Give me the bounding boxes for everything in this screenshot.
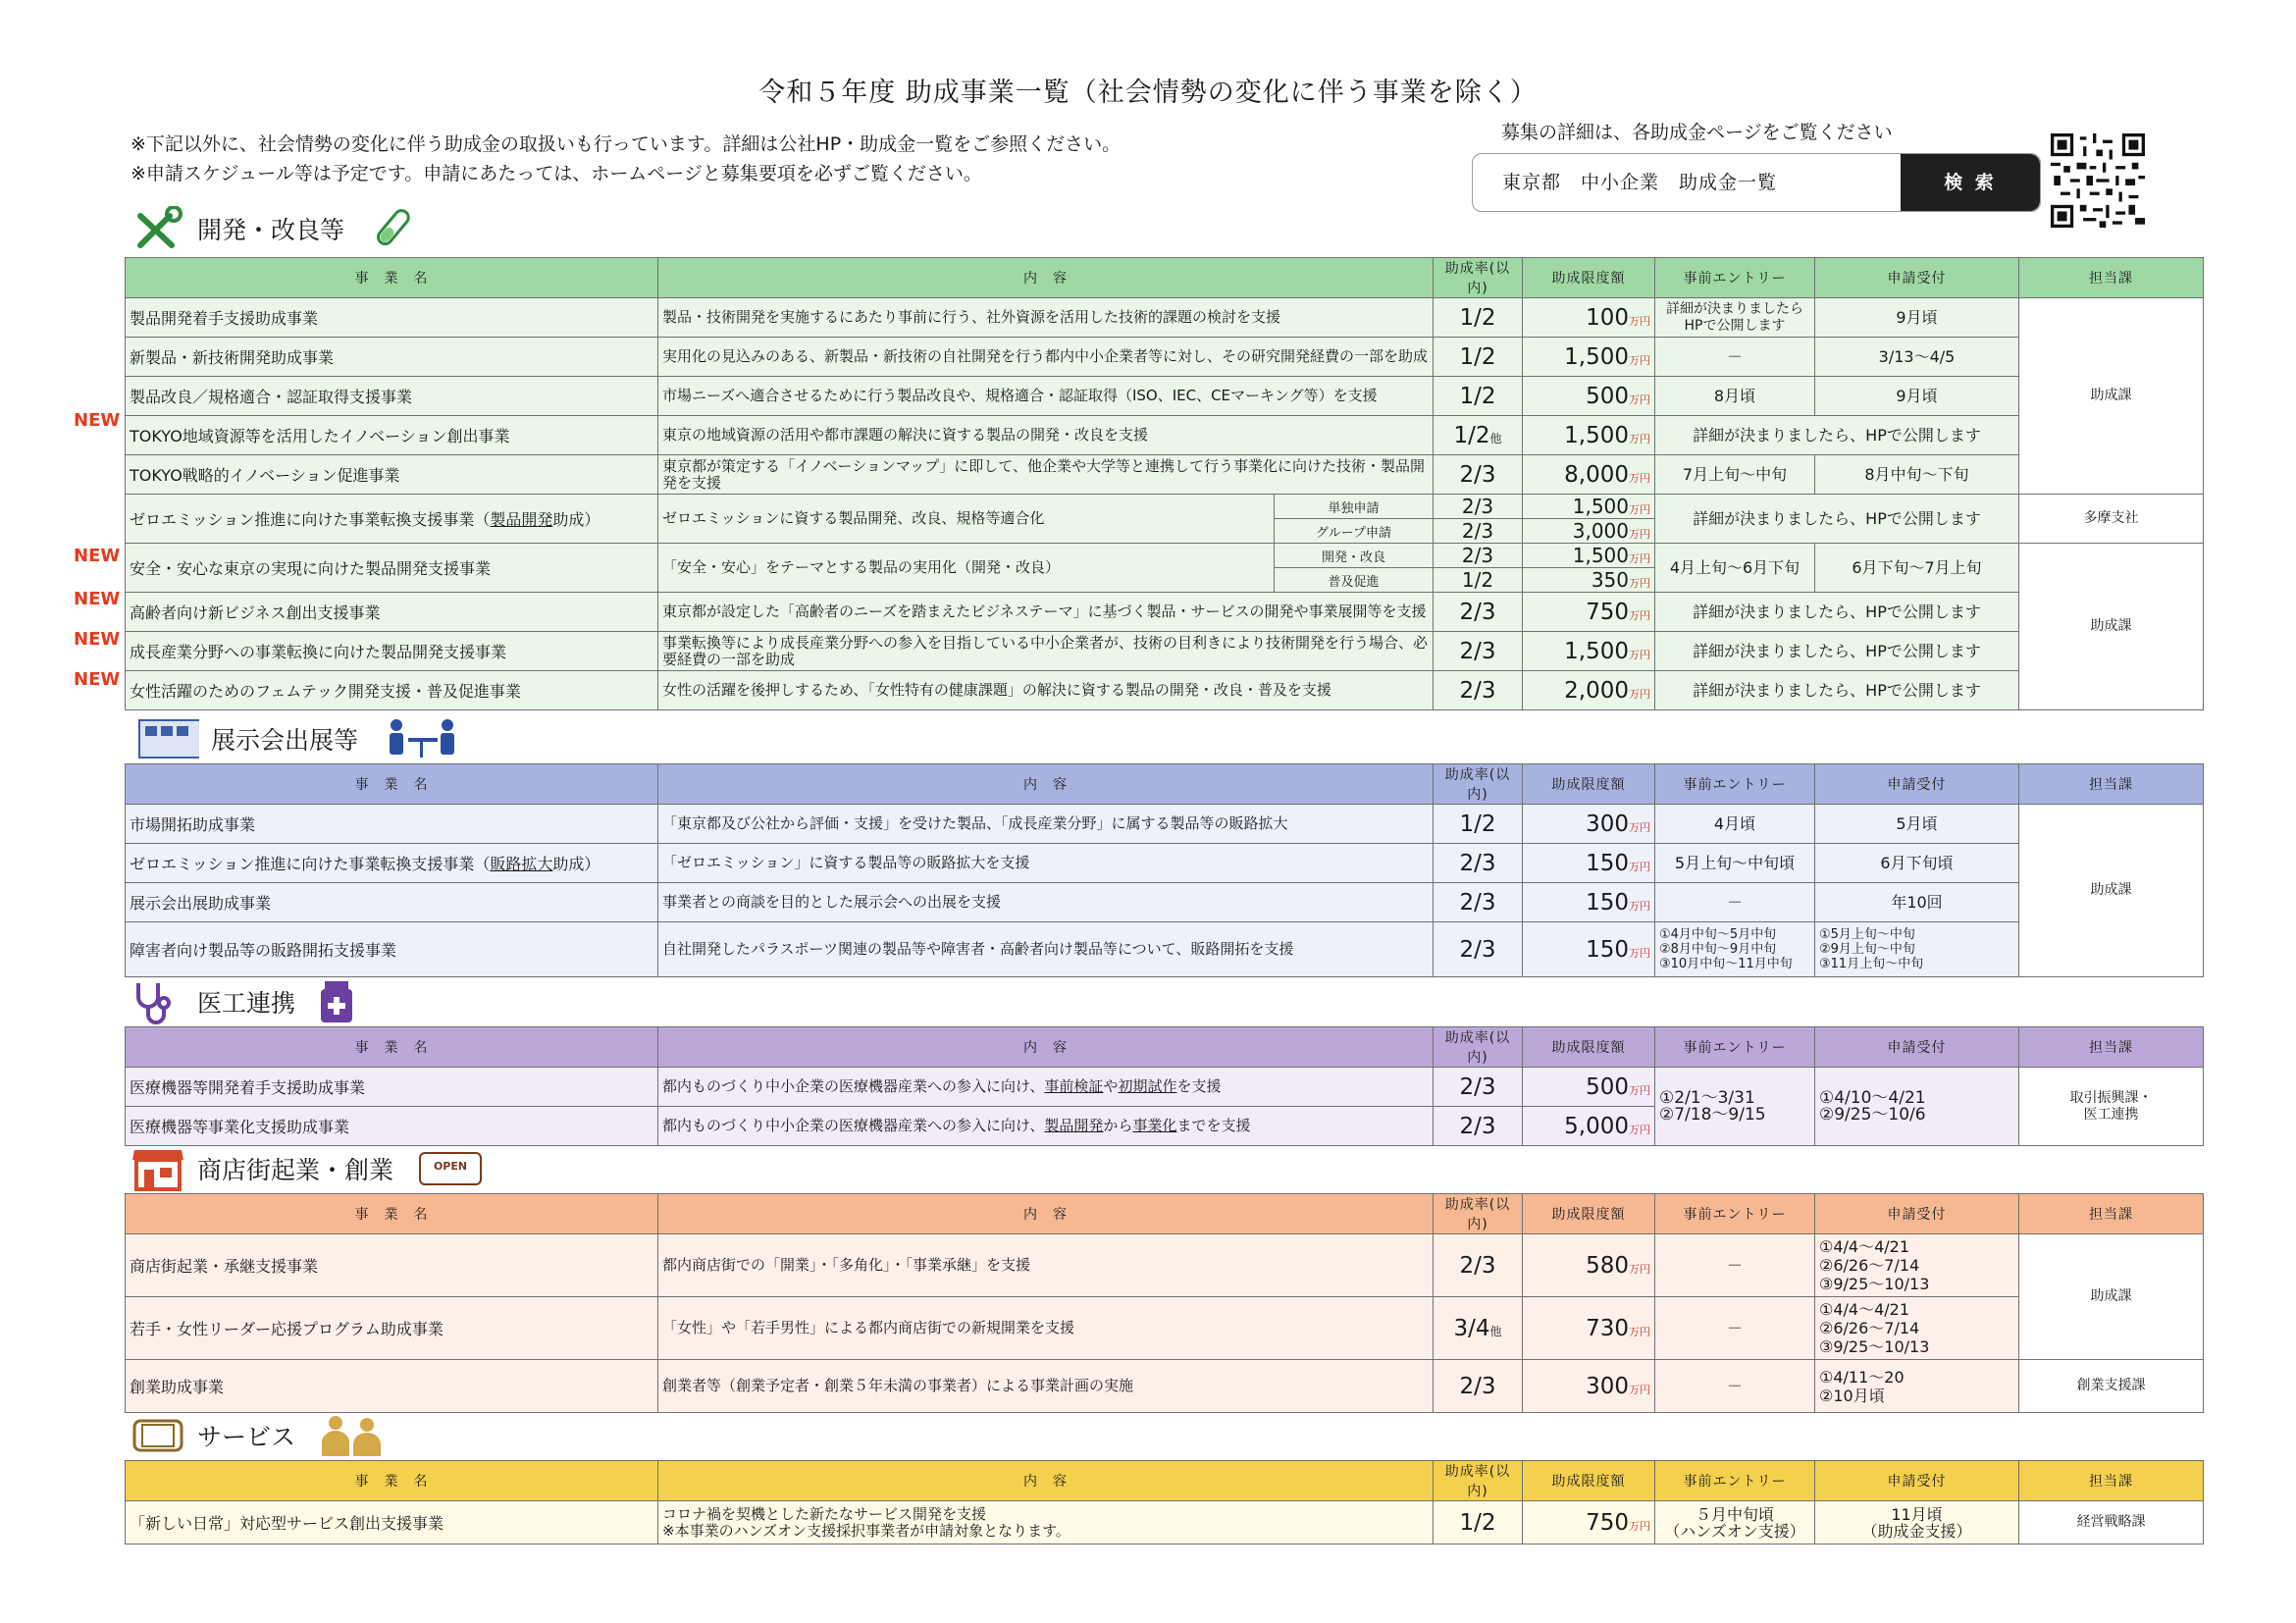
subsidy-rate: 2/3 xyxy=(1434,844,1523,883)
search-caption: 募集の詳細は、各助成金ページをご覧ください xyxy=(1501,122,1893,143)
pre-entry: － xyxy=(1655,1297,1815,1360)
section-title: 商店街起業・創業 xyxy=(197,1156,394,1184)
new-badge: NEW xyxy=(74,410,121,431)
program-name: 高齢者向け新ビジネス創出支援事業 xyxy=(126,593,658,632)
header-limit: 助成限度額 xyxy=(1523,1461,1655,1501)
header-dept: 担当課 xyxy=(2019,1027,2204,1068)
exhibition-booth-icon xyxy=(130,716,199,761)
table-row xyxy=(126,377,2204,416)
program-content: コロナ禍を契機とした新たなサービス開発を支援 ※本事業のハンズオン支援採択事業者が申請対象となります。 xyxy=(658,1501,1434,1544)
program-name: 障害者向け製品等の販路開拓支援事業 xyxy=(126,922,658,977)
subsidy-rate: 1/2 xyxy=(1434,298,1523,338)
tools-icon xyxy=(130,206,185,251)
header-rate: 助成率(以内) xyxy=(1434,258,1523,298)
header-entry: 事前エントリー xyxy=(1655,1461,1815,1501)
schedule-note: 詳細が決まりましたら、HPで公開します xyxy=(1655,416,2019,455)
pre-entry: ①2/1～3/31 ②7/18～9/15 xyxy=(1655,1068,1815,1146)
header-content: 内 容 xyxy=(658,1027,1434,1068)
table-row xyxy=(126,338,2204,377)
subsidy-limit: 150万円 xyxy=(1523,922,1655,977)
program-content: 製品・技術開発を実施するにあたり事前に行う、社外資源を活用した技術的課題の検討を支援 xyxy=(658,298,1434,338)
schedule-note: 詳細が決まりましたら、HPで公開します xyxy=(1655,671,2019,710)
subsidy-limit: 2,000万円 xyxy=(1523,671,1655,710)
table-row xyxy=(126,298,2204,338)
pre-entry: － xyxy=(1655,883,1815,922)
program-content: 実用化の見込みのある、新製品・新技術の自社開発を行う都内中小企業者等に対し、その研究開発経費の一部を助成 xyxy=(658,338,1434,377)
meeting-icon xyxy=(380,716,464,761)
subsidy-rate: 2/3 xyxy=(1434,883,1523,922)
program-content: 東京都が設定した「高齢者のニーズを踏まえたビジネステーマ」に基づく製品・サービスの開発や事業展開等を支援 xyxy=(658,593,1434,632)
table-row xyxy=(126,883,2204,922)
search-box[interactable] xyxy=(1472,153,2041,212)
subsidy-rate: 2/3 xyxy=(1434,593,1523,632)
schedule-note: 詳細が決まりましたら、HPで公開します xyxy=(1655,632,2019,671)
header-content: 内 容 xyxy=(658,1194,1434,1234)
table-row xyxy=(126,416,2204,455)
pre-entry: 詳細が決まりましたら HPで公開します xyxy=(1655,298,1815,338)
sub-category: 開発・改良 xyxy=(1275,544,1434,568)
subsidy-limit: 1,500万円 xyxy=(1523,632,1655,671)
header-apply: 申請受付 xyxy=(1815,1027,2019,1068)
program-name: ゼロエミッション推進に向けた事業転換支援事業（販路拡大助成） xyxy=(126,844,658,883)
table-row xyxy=(126,632,2204,671)
pre-entry: 7月上旬～中旬 xyxy=(1655,455,1815,495)
subsidy-rate: 2/3 xyxy=(1434,1068,1523,1107)
pre-entry: － xyxy=(1655,1360,1815,1413)
department: 助成課 xyxy=(2019,805,2204,977)
program-content: 女性の活躍を後押しするため、「女性特有の健康課題」の解決に資する製品の開発・改良・普及を支援 xyxy=(658,671,1434,710)
table-development xyxy=(125,257,2204,710)
program-content: 「東京都及び公社から評価・支援」を受けた製品、「成長産業分野」に属する製品等の販路拡大 xyxy=(658,805,1434,844)
program-name: 医療機器等開発着手支援助成事業 xyxy=(126,1068,658,1107)
subsidy-rate: 1/2 xyxy=(1434,338,1523,377)
subsidy-rate: 2/3 xyxy=(1434,632,1523,671)
program-name: ゼロエミッション推進に向けた事業転換支援事業（製品開発助成） xyxy=(126,495,658,544)
subsidy-limit: 100万円 xyxy=(1523,298,1655,338)
new-badge: NEW xyxy=(74,589,121,609)
sub-category: 単独申請 xyxy=(1275,495,1434,519)
subsidy-limit: 1,500万円 xyxy=(1523,495,1655,519)
header-rate: 助成率(以内) xyxy=(1434,1461,1523,1501)
table-shopping-street xyxy=(125,1193,2204,1413)
subsidy-rate: 2/3 xyxy=(1434,1107,1523,1146)
header-rate: 助成率(以内) xyxy=(1434,764,1523,805)
department: 助成課 xyxy=(2019,544,2204,710)
table-row xyxy=(126,455,2204,495)
department: 経営戦略課 xyxy=(2019,1501,2204,1544)
header-limit: 助成限度額 xyxy=(1523,1027,1655,1068)
subsidy-limit: 3,000万円 xyxy=(1523,519,1655,544)
program-content: 事業者との商談を目的とした展示会への出展を支援 xyxy=(658,883,1434,922)
application-period: 6月下旬～7月上旬 xyxy=(1815,544,2019,593)
table-row xyxy=(126,1297,2204,1360)
application-period: 3/13～4/5 xyxy=(1815,338,2019,377)
application-period: 9月頃 xyxy=(1815,377,2019,416)
pre-entry: 4月上旬～6月下旬 xyxy=(1655,544,1815,593)
pre-entry: ①4月中旬～5月中旬 ②8月中旬～9月中旬 ③10月中旬～11月中旬 xyxy=(1655,922,1815,977)
header-content: 内 容 xyxy=(658,258,1434,298)
test-tube-icon xyxy=(366,206,421,251)
table-row xyxy=(126,544,2204,568)
application-period: ①4/4～4/21 ②6/26～7/14 ③9/25～10/13 xyxy=(1815,1297,2019,1360)
subsidy-rate: 2/3 xyxy=(1434,1360,1523,1413)
program-content: 都内ものづくり中小企業の医療機器産業への参入に向け、製品開発から事業化までを支援 xyxy=(658,1107,1434,1146)
medicine-bottle-icon xyxy=(317,979,356,1024)
table-row xyxy=(126,495,2204,519)
program-content: 「女性」や「若手男性」による都内商店街での新規開業を支援 xyxy=(658,1297,1434,1360)
pre-entry: 4月頃 xyxy=(1655,805,1815,844)
section-heading-medical xyxy=(130,979,368,1024)
pre-entry: 8月頃 xyxy=(1655,377,1815,416)
stethoscope-icon xyxy=(130,979,185,1024)
header-entry: 事前エントリー xyxy=(1655,1027,1815,1068)
program-name: 成長産業分野への事業転換に向けた製品開発支援事業 xyxy=(126,632,658,671)
schedule-note: 詳細が決まりましたら、HPで公開します xyxy=(1655,593,2019,632)
header-rate: 助成率(以内) xyxy=(1434,1027,1523,1068)
section-title: サービス xyxy=(197,1423,296,1451)
subsidy-limit: 500万円 xyxy=(1523,377,1655,416)
program-name: 展示会出展助成事業 xyxy=(126,883,658,922)
application-period: 6月下旬頃 xyxy=(1815,844,2019,883)
application-period: 11月頃 （助成金支援） xyxy=(1815,1501,2019,1544)
program-name: TOKYO地域資源等を活用したイノベーション創出事業 xyxy=(126,416,658,455)
table-row xyxy=(126,593,2204,632)
program-name: 若手・女性リーダー応援プログラム助成事業 xyxy=(126,1297,658,1360)
section-heading-service xyxy=(130,1413,399,1458)
table-row xyxy=(126,1068,2204,1107)
subsidy-limit: 750万円 xyxy=(1523,593,1655,632)
application-period: 9月頃 xyxy=(1815,298,2019,338)
subsidy-limit: 150万円 xyxy=(1523,844,1655,883)
program-content: 東京の地域資源の活用や都市課題の解決に資する製品の開発・改良を支援 xyxy=(658,416,1434,455)
application-period: ①4/10～4/21 ②9/25～10/6 xyxy=(1815,1068,2019,1146)
subsidy-rate: 2/3 xyxy=(1434,1234,1523,1297)
subsidy-rate: 3/4他 xyxy=(1434,1297,1523,1360)
subsidy-limit: 300万円 xyxy=(1523,805,1655,844)
subsidy-limit: 5,000万円 xyxy=(1523,1107,1655,1146)
table-row xyxy=(126,1234,2204,1297)
header-dept: 担当課 xyxy=(2019,764,2204,805)
department: 多摩支社 xyxy=(2019,495,2204,544)
program-name: 製品改良／規格適合・認証取得支援事業 xyxy=(126,377,658,416)
subsidy-limit: 730万円 xyxy=(1523,1297,1655,1360)
table-medical xyxy=(125,1026,2204,1146)
application-period: 5月頃 xyxy=(1815,805,2019,844)
subsidy-limit: 500万円 xyxy=(1523,1068,1655,1107)
search-button[interactable]: 検 索 xyxy=(1901,154,2040,211)
subsidy-limit: 1,500万円 xyxy=(1523,416,1655,455)
program-content: 「ゼロエミッション」に資する製品等の販路拡大を支援 xyxy=(658,844,1434,883)
note-2: ※申請スケジュール等は予定です。申請にあたっては、ホームページと募集要項を必ずご覧ください。 xyxy=(130,163,982,184)
program-name: 市場開拓助成事業 xyxy=(126,805,658,844)
department: 助成課 xyxy=(2019,298,2204,495)
header-rate: 助成率(以内) xyxy=(1434,1194,1523,1234)
program-content: 東京都が策定する「イノベーションマップ」に即して、他企業や大学等と連携して行う事業化に向けた技術・製品開発を支援 xyxy=(658,455,1434,495)
department: 取引振興課・ 医工連携 xyxy=(2019,1068,2204,1146)
department: 助成課 xyxy=(2019,1234,2204,1360)
schedule-note: 詳細が決まりましたら、HPで公開します xyxy=(1655,495,2019,544)
header-entry: 事前エントリー xyxy=(1655,258,1815,298)
header-apply: 申請受付 xyxy=(1815,1194,2019,1234)
subsidy-rate: 2/3 xyxy=(1434,922,1523,977)
program-name: 医療機器等事業化支援助成事業 xyxy=(126,1107,658,1146)
header-name: 事 業 名 xyxy=(126,258,658,298)
storefront-icon xyxy=(130,1146,185,1191)
new-badge: NEW xyxy=(74,629,121,650)
program-content: 都内商店街での「開業」・「多角化」・「事業承継」を支援 xyxy=(658,1234,1434,1297)
subsidy-limit: 750万円 xyxy=(1523,1501,1655,1544)
subsidy-rate: 1/2 xyxy=(1434,1501,1523,1544)
subsidy-limit: 8,000万円 xyxy=(1523,455,1655,495)
department: 創業支援課 xyxy=(2019,1360,2204,1413)
header-limit: 助成限度額 xyxy=(1523,258,1655,298)
program-content: 創業者等（創業予定者・創業５年未満の事業者）による事業計画の実施 xyxy=(658,1360,1434,1413)
subsidy-rate: 1/2他 xyxy=(1434,416,1523,455)
subsidy-limit: 1,500万円 xyxy=(1523,544,1655,568)
subsidy-rate: 1/2 xyxy=(1434,377,1523,416)
program-name: 新製品・新技術開発助成事業 xyxy=(126,338,658,377)
sub-category: 普及促進 xyxy=(1275,568,1434,593)
table-row xyxy=(126,1501,2204,1544)
program-content: 「安全・安心」をテーマとする製品の実用化（開発・改良） xyxy=(658,544,1275,593)
section-heading-shopping-street xyxy=(130,1146,482,1191)
program-content: 自社開発したパラスポーツ関連の製品等や障害者・高齢者向け製品等について、販路開拓を支援 xyxy=(658,922,1434,977)
program-name: 製品開発着手支援助成事業 xyxy=(126,298,658,338)
subsidy-rate: 2/3 xyxy=(1434,519,1523,544)
header-content: 内 容 xyxy=(658,764,1434,805)
header-dept: 担当課 xyxy=(2019,1194,2204,1234)
table-row xyxy=(126,922,2204,977)
program-name: TOKYO戦略的イノベーション促進事業 xyxy=(126,455,658,495)
header-apply: 申請受付 xyxy=(1815,764,2019,805)
people-icon xyxy=(317,1413,388,1458)
program-content: 事業転換等により成長産業分野への参入を目指している中小企業者が、技術の目利きにより技術開発を行う場合、必要経費の一部を助成 xyxy=(658,632,1434,671)
program-name: 商店街起業・承継支援事業 xyxy=(126,1234,658,1297)
subsidy-rate: 2/3 xyxy=(1434,455,1523,495)
header-dept: 担当課 xyxy=(2019,258,2204,298)
new-badge: NEW xyxy=(74,669,121,690)
program-name: 「新しい日常」対応型サービス創出支援事業 xyxy=(126,1501,658,1544)
section-heading-development xyxy=(130,206,433,251)
header-entry: 事前エントリー xyxy=(1655,1194,1815,1234)
application-period: ①4/11～20 ②10月頃 xyxy=(1815,1360,2019,1413)
header-name: 事 業 名 xyxy=(126,1461,658,1501)
program-content: 都内ものづくり中小企業の医療機器産業への参入に向け、事前検証や初期試作を支援 xyxy=(658,1068,1434,1107)
table-row xyxy=(126,844,2204,883)
subsidy-rate: 2/3 xyxy=(1434,544,1523,568)
application-period: 年10回 xyxy=(1815,883,2019,922)
pre-entry: － xyxy=(1655,338,1815,377)
header-dept: 担当課 xyxy=(2019,1461,2204,1501)
header-content: 内 容 xyxy=(658,1461,1434,1501)
pre-entry: 5月上旬～中旬頃 xyxy=(1655,844,1815,883)
application-period: 8月中旬～下旬 xyxy=(1815,455,2019,495)
subsidy-limit: 580万円 xyxy=(1523,1234,1655,1297)
subsidy-rate: 1/2 xyxy=(1434,805,1523,844)
note-1: ※下記以外に、社会情勢の変化に伴う助成金の取扱いも行っています。詳細は公社HP・助成金一覧をご参照ください。 xyxy=(130,133,1122,155)
subsidy-limit: 1,500万円 xyxy=(1523,338,1655,377)
header-entry: 事前エントリー xyxy=(1655,764,1815,805)
program-name: 安全・安心な東京の実現に向けた製品開発支援事業 xyxy=(126,544,658,593)
table-row xyxy=(126,671,2204,710)
subsidy-limit: 300万円 xyxy=(1523,1360,1655,1413)
header-apply: 申請受付 xyxy=(1815,258,2019,298)
new-badge: NEW xyxy=(74,546,121,566)
pre-entry: ５月中旬頃 （ハンズオン支援） xyxy=(1655,1501,1815,1544)
program-name: 女性活躍のためのフェムテック開発支援・普及促進事業 xyxy=(126,671,658,710)
application-period: ①4/4～4/21 ②6/26～7/14 ③9/25～10/13 xyxy=(1815,1234,2019,1297)
subsidy-limit: 150万円 xyxy=(1523,883,1655,922)
section-title: 開発・改良等 xyxy=(197,216,345,244)
open-sign-icon: OPEN xyxy=(419,1152,482,1185)
subsidy-rate: 2/3 xyxy=(1434,671,1523,710)
table-exhibition xyxy=(125,763,2204,977)
program-name: 創業助成事業 xyxy=(126,1360,658,1413)
page-title: 令和５年度 助成事業一覧（社会情勢の変化に伴う事業を除く） xyxy=(758,78,1538,108)
header-name: 事 業 名 xyxy=(126,1027,658,1068)
table-row xyxy=(126,805,2204,844)
search-input[interactable]: 東京都 中小企業 助成金一覧 xyxy=(1502,172,1778,193)
program-content: 市場ニーズへ適合させるために行う製品改良や、規格適合・認証取得（ISO、IEC、CEマーキング等）を支援 xyxy=(658,377,1434,416)
header-apply: 申請受付 xyxy=(1815,1461,2019,1501)
section-title: 医工連携 xyxy=(197,989,296,1018)
application-period: ①5月上旬～中旬 ②9月上旬～中旬 ③11月上旬～中旬 xyxy=(1815,922,2019,977)
section-heading-exhibition xyxy=(130,716,476,761)
pre-entry: － xyxy=(1655,1234,1815,1297)
program-content: ゼロエミッションに資する製品開発、改良、規格等適合化 xyxy=(658,495,1275,544)
header-name: 事 業 名 xyxy=(126,1194,658,1234)
table-service xyxy=(125,1460,2204,1544)
subsidy-rate: 1/2 xyxy=(1434,568,1523,593)
subsidy-limit: 350万円 xyxy=(1523,568,1655,593)
header-name: 事 業 名 xyxy=(126,764,658,805)
subsidy-rate: 2/3 xyxy=(1434,495,1523,519)
section-title: 展示会出展等 xyxy=(211,726,359,755)
table-row xyxy=(126,1360,2204,1413)
header-limit: 助成限度額 xyxy=(1523,764,1655,805)
service-card-icon xyxy=(130,1413,185,1458)
header-limit: 助成限度額 xyxy=(1523,1194,1655,1234)
qr-code-icon[interactable] xyxy=(2051,133,2145,228)
sub-category: グループ申請 xyxy=(1275,519,1434,544)
